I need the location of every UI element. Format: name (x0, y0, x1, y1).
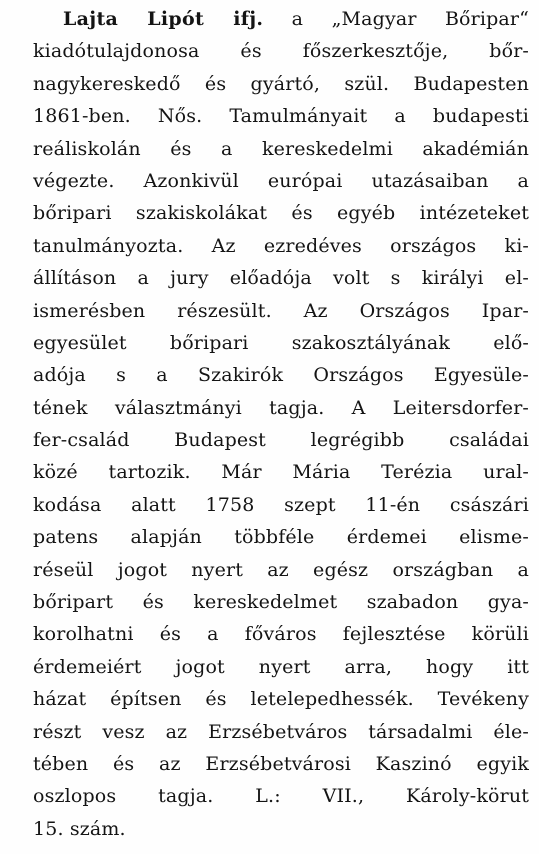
entry-line: érdemeiért jogot nyert arra, hogy itt (33, 655, 529, 678)
entry-line: részt vesz az Erzsébetváros társadalmi éle- (33, 720, 529, 743)
entry-line: állításon a jury előadója volt s királyi el- (33, 267, 529, 290)
entry-line: tének választmányi tagja. A Leitersdorfer- (33, 396, 529, 419)
entry-line: közé tartozik. Már Mária Terézia ural- (33, 461, 529, 484)
entry-line: fer-család Budapest legrégibb családai (33, 429, 529, 452)
entry-line: oszlopos tagja. L.: VII., Károly-körut (33, 785, 529, 808)
entry-line-text: a „Magyar Bőripar“ (263, 8, 529, 30)
entry-line: ismerésben részesült. Az Országos Ipar- (33, 299, 529, 322)
entry-line: nagykereskedő és gyártó, szül. Budapesten (33, 72, 529, 95)
entry-line: reáliskolán és a kereskedelmi akadémián (33, 137, 529, 160)
entry-line: patens alapján többféle érdemei elisme- (33, 526, 529, 549)
entry-line: tében és az Erzsébetvárosi Kaszinó egyik (33, 752, 529, 775)
entry-line: tanulmányozta. Az ezredéves országos ki- (33, 234, 529, 257)
entry-line: bőripart és kereskedelmet szabadon gya- (33, 591, 529, 614)
entry-name: Lajta Lipót ifj. (63, 8, 264, 30)
entry-line: kodása alatt 1758 szept 11-én császári (33, 493, 529, 516)
entry-line (33, 3, 529, 35)
entry-line: adója s a Szakirók Országos Egyesüle- (33, 364, 529, 387)
entry-line: kiadótulajdonosa és főszerkesztője, bőr- (33, 40, 529, 63)
entry-line: 1861-ben. Nős. Tamulmányait a budapesti (33, 105, 529, 128)
entry-line: 15. szám. (33, 817, 126, 840)
entry-line: végezte. Azonkivül európai utazásaiban a (33, 169, 529, 192)
entry-line: bőripari szakiskolákat és egyéb intézeteket (33, 202, 529, 225)
entry-line: réseül jogot nyert az egész országban a (33, 558, 529, 581)
entry-line: házat építsen és letelepedhessék. Tevékeny (33, 688, 529, 711)
entry-line: korolhatni és a főváros fejlesztése körüli (33, 623, 529, 646)
biography-entry (33, 0, 529, 845)
entry-line: egyesület bőripari szakosztályának elő- (33, 331, 529, 354)
